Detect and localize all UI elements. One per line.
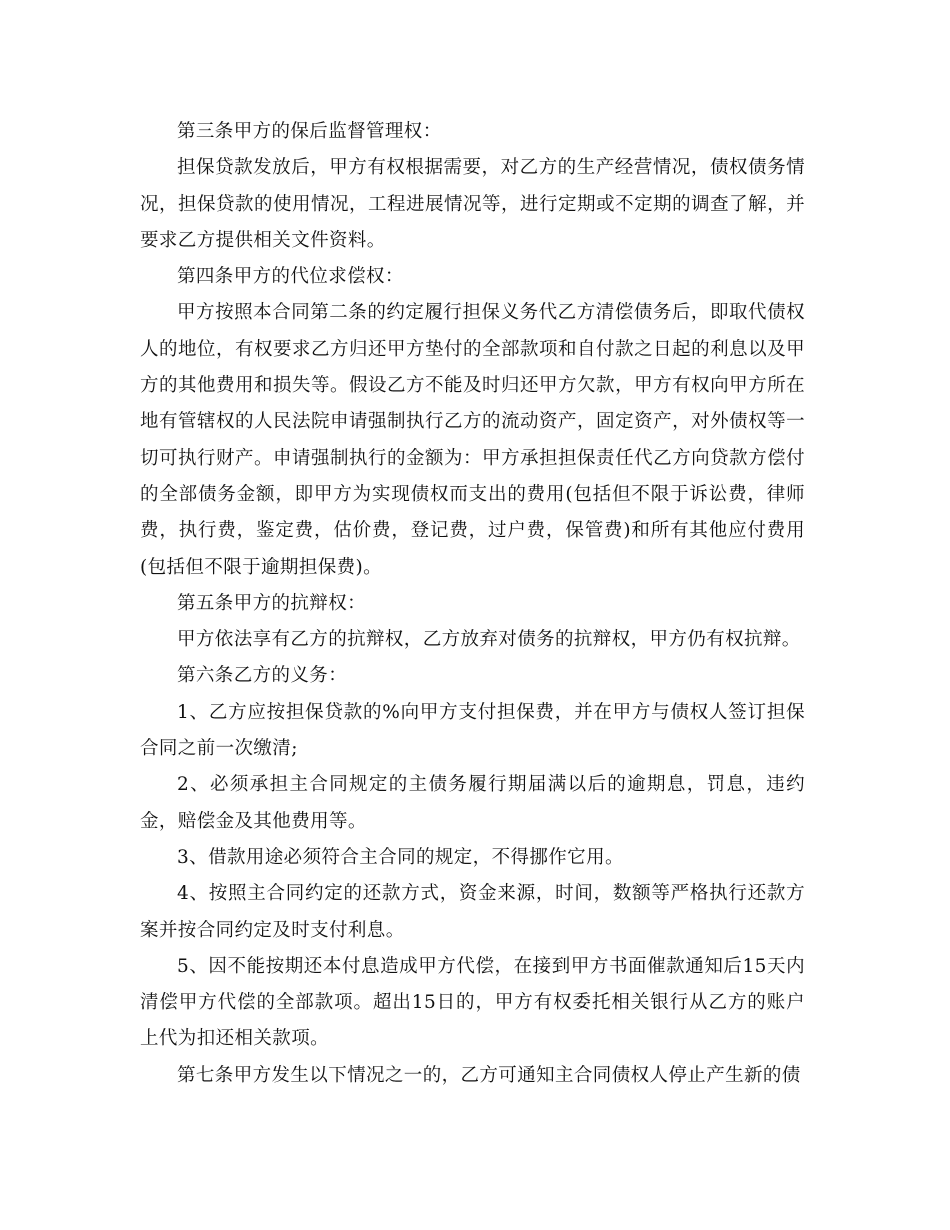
article-6-heading: 第六条乙方的义务：	[177, 665, 348, 687]
article-7-heading: 第七条甲方发生以下情况之一的，乙方可通知主合同债权人停止产生新的债	[177, 1064, 801, 1086]
article-4-body: 甲方按照本合同第二条的约定履行担保义务代乙方清偿债务后，即取代债权人的地位，有权要求乙方归还甲方垫付的全部款项和自付款之日起的利息以及甲方的其他费用和损失等。假设乙方不能及时归还甲方欠款，甲方有权向甲方所在地有管辖权的人民法院申请强制执行乙方的流动资产，固定资产，对外债权等一切可执行财产。申请强制执行的金额为：甲方承担担保责任代乙方向贷款方偿付的全部债务金额，即甲方为实现债权而支出的费用(包括但不限于诉讼费，律师费，执行费，鉴定费，估价费，登记费，过户费，保管费)和所有其他应付费用(包括但不限于逾期担保费)。	[140, 302, 805, 578]
document-body	[140, 114, 805, 1094]
article-6-item-3: 3、借款用途必须符合主合同的规定，不得挪作它用。	[177, 846, 624, 868]
article-3-body: 担保贷款发放后，甲方有权根据需要，对乙方的生产经营情况，债权债务情况，担保贷款的使用情况，工程进展情况等，进行定期或不定期的调查了解，并要求乙方提供相关文件资料。	[140, 157, 805, 251]
article-6-item-2: 2、必须承担主合同规定的主债务履行期届满以后的逾期息，罚息，违约金，赔偿金及其他费用等。	[140, 774, 805, 832]
article-5-body: 甲方依法享有乙方的抗辩权，乙方放弃对债务的抗辩权，甲方仍有权抗辩。	[177, 629, 801, 651]
article-3-heading: 第三条甲方的保后监督管理权：	[177, 121, 442, 142]
article-5-heading: 第五条甲方的抗辩权：	[177, 592, 367, 614]
article-6-item-4: 4、按照主合同约定的还款方式，资金来源，时间，数额等严格执行还款方案并按合同约定及时支付利息。	[140, 883, 805, 941]
article-6-item-5: 5、因不能按期还本付息造成甲方代偿，在接到甲方书面催款通知后15天内清偿甲方代偿的全部款项。超出15日的，甲方有权委托相关银行从乙方的账户上代为扣还相关款项。	[140, 955, 805, 1050]
article-4-heading: 第四条甲方的代位求偿权：	[177, 266, 404, 288]
article-6-item-1: 1、乙方应按担保贷款的%向甲方支付担保费，并在甲方与债权人签订担保合同之前一次缴清;	[140, 701, 805, 760]
